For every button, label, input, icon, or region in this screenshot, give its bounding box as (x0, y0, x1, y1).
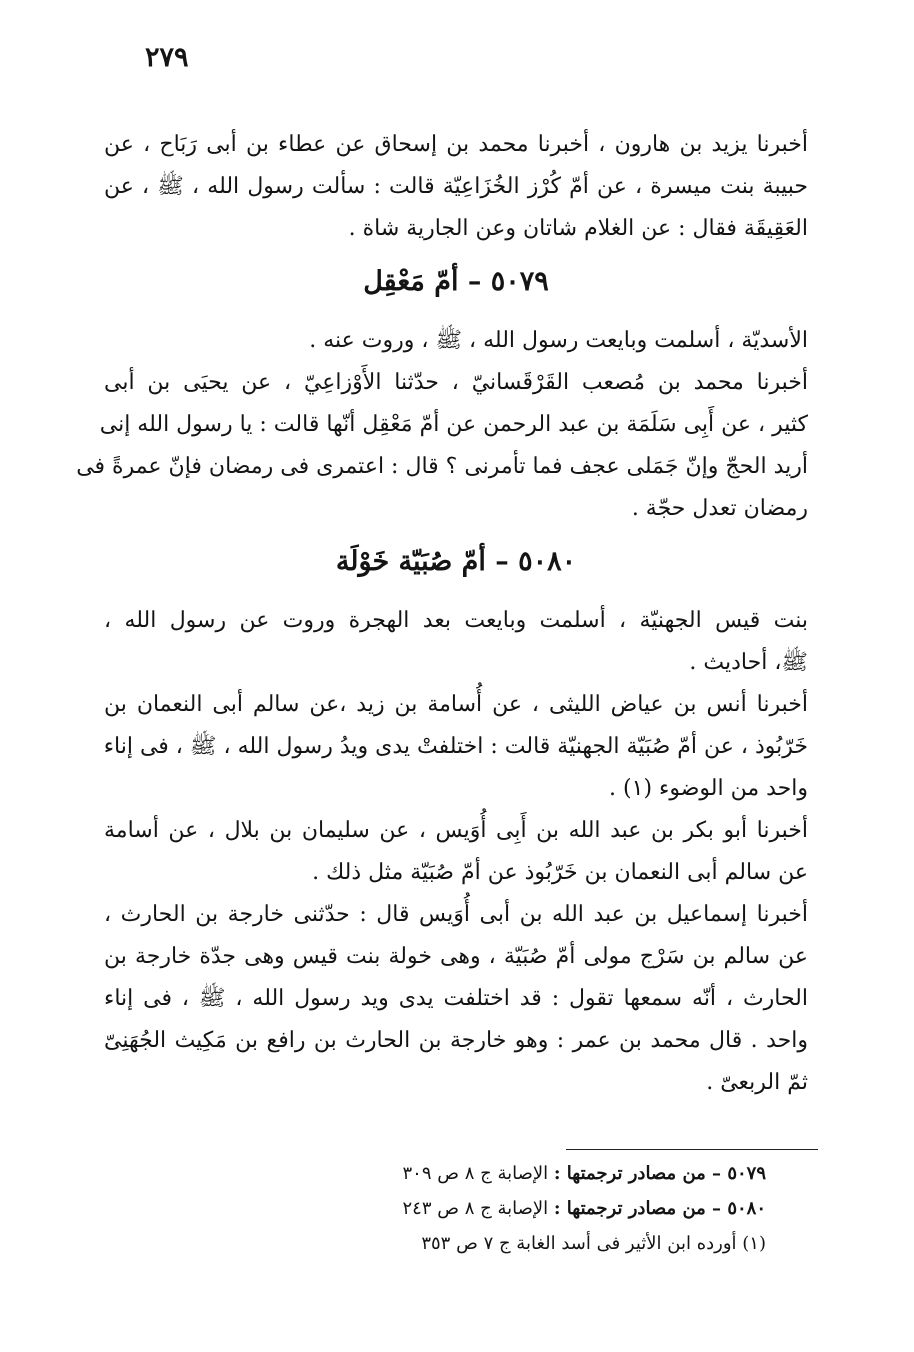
text-line: حبيبة بنت ميسرة ، عن أمّ كُرْز الخُزَاعِيّة قالت : سألت رسول الله ، ﷺ ، عن (104, 174, 808, 199)
paragraph (104, 894, 808, 1104)
text-line: كثير ، عن أَبِى سَلَمَة بن عبد الرحمن عن أمّ مَعْقِل أنّها قالت : يا رسول الله إنى (99, 412, 808, 437)
text-line: أخبرنا أنس بن عياض الليثى ، عن أُسامة بن زيد ،عن سالم أبى النعمان بن (104, 692, 808, 717)
footnote-key: ٥٠٧٩ – من مصادر ترجمتها : (553, 1163, 766, 1184)
entry-heading-5079: ٥٠٧٩ – أمّ مَعْقِل (363, 266, 549, 297)
footnote-text: (١) أورده ابن الأثير فى أسد الغابة ج ٧ ص ٣٥٣ (421, 1233, 766, 1254)
text-line: خَرّبُوذ ، عن أمّ صُبَيّة الجهنيّة قالت : اختلفتْ يدى ويدُ رسول الله ، ﷺ ، فى إناء (103, 734, 808, 759)
paragraph (104, 684, 808, 810)
footnote-key: ٥٠٨٠ – من مصادر ترجمتها : (553, 1198, 766, 1219)
page-number: ٢٧٩ (145, 42, 189, 73)
text-line: الحارث ، أنّه سمعها تقول : قد اختلفت يدى ويد رسول الله ، ﷺ ، فى إناء (104, 986, 808, 1011)
text-line: الأسديّة ، أسلمت وبايعت رسول الله ، ﷺ ، وروت عنه . (309, 328, 808, 353)
text-line: أريد الحجّ وإنّ جَمَلى عجف فما تأمرنى ؟ قال : اعتمرى فى رمضان فإنّ عمرةً فى (76, 454, 808, 479)
paragraph (104, 124, 808, 250)
footnotes (300, 1156, 766, 1261)
text-line: العَقِيقَة فقال : عن الغلام شاتان وعن الجارية شاة . (348, 216, 808, 241)
text-line: ثمّ الربعىّ . (706, 1070, 808, 1095)
footnote-text: الإصابة ج ٨ ص ٣٠٩ (402, 1163, 554, 1184)
footnote (300, 1226, 766, 1261)
footnote (300, 1156, 766, 1191)
entry-heading-5080: ٥٠٨٠ – أمّ صُبَيّة خَوْلَة (335, 546, 577, 577)
text-line: رمضان تعدل حجّة . (631, 496, 808, 521)
text-line: واحد من الوضوء (١) . (609, 776, 808, 801)
footnote (300, 1191, 766, 1226)
footnote-text: الإصابة ج ٨ ص ٢٤٣ (402, 1198, 554, 1219)
text-line: أخبرنا محمد بن مُصعب القَرْقَسانيّ ، حدّثنا الأَوْزاعِيّ ، عن يحيَى بن أبى (104, 370, 808, 395)
footnote-divider (566, 1149, 818, 1150)
paragraph (76, 362, 808, 530)
text-line: ﷺ، أحاديث . (689, 650, 808, 675)
text-line: أخبرنا أبو بكر بن عبد الله بن أَبِى أُوَيس ، عن سليمان بن بلال ، عن أسامة (104, 818, 808, 843)
paragraph (104, 600, 808, 684)
text-line: عن سالم بن سَرْج مولى أمّ صُبَيّة ، وهى خولة بنت قيس وهى جدّة خارجة بن (104, 944, 808, 969)
paragraph (104, 320, 808, 362)
text-line: بنت قيس الجهنيّة ، أسلمت وبايعت بعد الهجرة وروت عن رسول الله ، (104, 608, 808, 633)
paragraph (104, 810, 808, 894)
text-line: أخبرنا يزيد بن هارون ، أخبرنا محمد بن إسحاق عن عطاء بن أبى رَبَاح ، عن (104, 132, 808, 157)
text-line: عن سالم أبى النعمان بن خَرّبُوذ عن أمّ صُبَيّة مثل ذلك . (312, 860, 808, 885)
text-line: أخبرنا إسماعيل بن عبد الله بن أبى أُوَيس قال : حدّثنى خارجة بن الحارث ، (104, 902, 808, 927)
main-text (76, 124, 808, 1104)
text-line: واحد . قال محمد بن عمر : وهو خارجة بن الحارث بن رافع بن مَكِيث الجُهَنِىّ (104, 1028, 808, 1053)
